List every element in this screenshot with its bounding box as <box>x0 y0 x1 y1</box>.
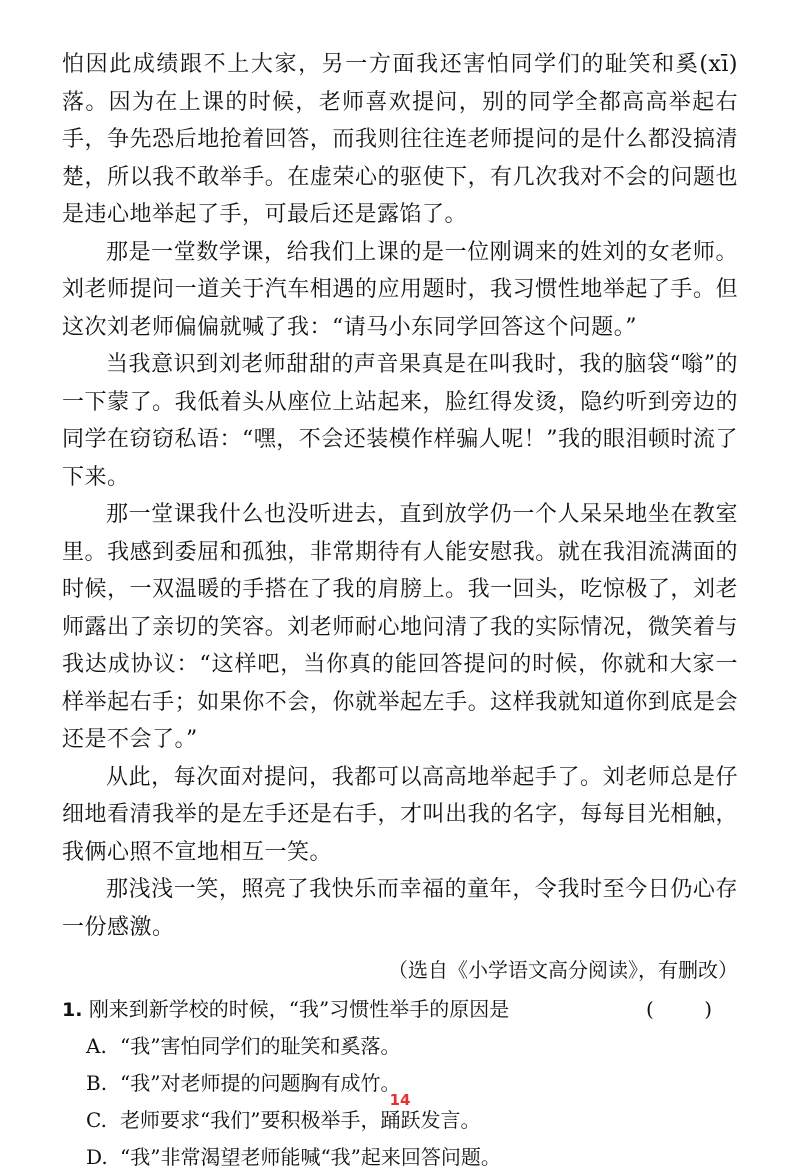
option-letter: B. <box>86 1071 108 1095</box>
option-d[interactable] <box>62 1139 738 1176</box>
reading-passage <box>62 46 738 989</box>
question-number: 1. <box>62 999 83 1021</box>
question-1 <box>62 991 738 1176</box>
option-text: “我”对老师提的问题胸有成竹。 <box>120 1071 401 1095</box>
passage-paragraph-6: 那浅浅一笑，照亮了我快乐而幸福的童年，令我时至今日仍心存一份感激。 <box>62 877 738 940</box>
passage-source: （选自《小学语文高分阅读》，有删改） <box>388 958 738 982</box>
page-number: 14 <box>389 1091 411 1109</box>
question-stem: 刚来到新学校的时候，“我”习惯性举手的原因是 <box>88 997 510 1021</box>
passage-paragraph-2: 那是一堂数学课，给我们上课的是一位刚调来的姓刘的女老师。刘老师提问一道关于汽车相遇的应用题时，我习惯性地举起了手。但这次刘老师偏偏就喊了我：“请马小东同学回答这个问题。” <box>62 239 738 340</box>
option-text: “我”害怕同学们的耻笑和奚落。 <box>120 1034 401 1058</box>
document-page <box>62 46 738 1176</box>
option-letter: C. <box>86 1108 107 1132</box>
option-letter: D. <box>86 1145 108 1169</box>
option-text: 老师要求“我们”要积极举手，踊跃发言。 <box>120 1108 481 1132</box>
question-stem-line <box>62 991 738 1028</box>
option-a[interactable] <box>62 1028 738 1065</box>
option-letter: A. <box>86 1034 107 1058</box>
passage-paragraph-1: 怕因此成绩跟不上大家，另一方面我还害怕同学们的耻笑和奚(xī)落。因为在上课的时候，老师喜欢提问，别的同学全都高高举起右手，争先恐后地抢着回答，而我则往往连老师提问的是什么都没搞清楚，所以我不敢举手。在虚荣心的驱使下，有几次我对不会的问题也是违心地举起了手，可最后还是露馅了。 <box>62 52 738 227</box>
passage-paragraph-5: 从此，每次面对提问，我都可以高高地举起手了。刘老师总是仔细地看清我举的是左手还是右手，才叫出我的名字，每每目光相触，我俩心照不宣地相互一笑。 <box>62 764 738 865</box>
passage-paragraph-3: 当我意识到刘老师甜甜的声音果真是在叫我时，我的脑袋“嗡”的一下蒙了。我低着头从座位上站起来，脸红得发烫，隐约听到旁边的同学在窃窃私语：“嘿，不会还装模作样骗人呢！”我的眼泪顿时流了下来。 <box>62 352 738 490</box>
answer-bracket[interactable]: ( ) <box>646 997 734 1021</box>
passage-paragraph-4: 那一堂课我什么也没听进去，直到放学仍一个人呆呆地坐在教室里。我感到委屈和孤独，非常期待有人能安慰我。就在我泪流满面的时候，一双温暖的手搭在了我的肩膀上。我一回头，吃惊极了，刘老师露出了亲切的笑容。刘老师耐心地问清了我的实际情况，微笑着与我达成协议：“这样吧，当你真的能回答提问的时候，你就和大家一样举起右手；如果你不会，你就举起左手。这样我就知道你到底是会还是不会了。” <box>62 502 738 752</box>
option-text: “我”非常渴望老师能喊“我”起来回答问题。 <box>120 1145 501 1169</box>
